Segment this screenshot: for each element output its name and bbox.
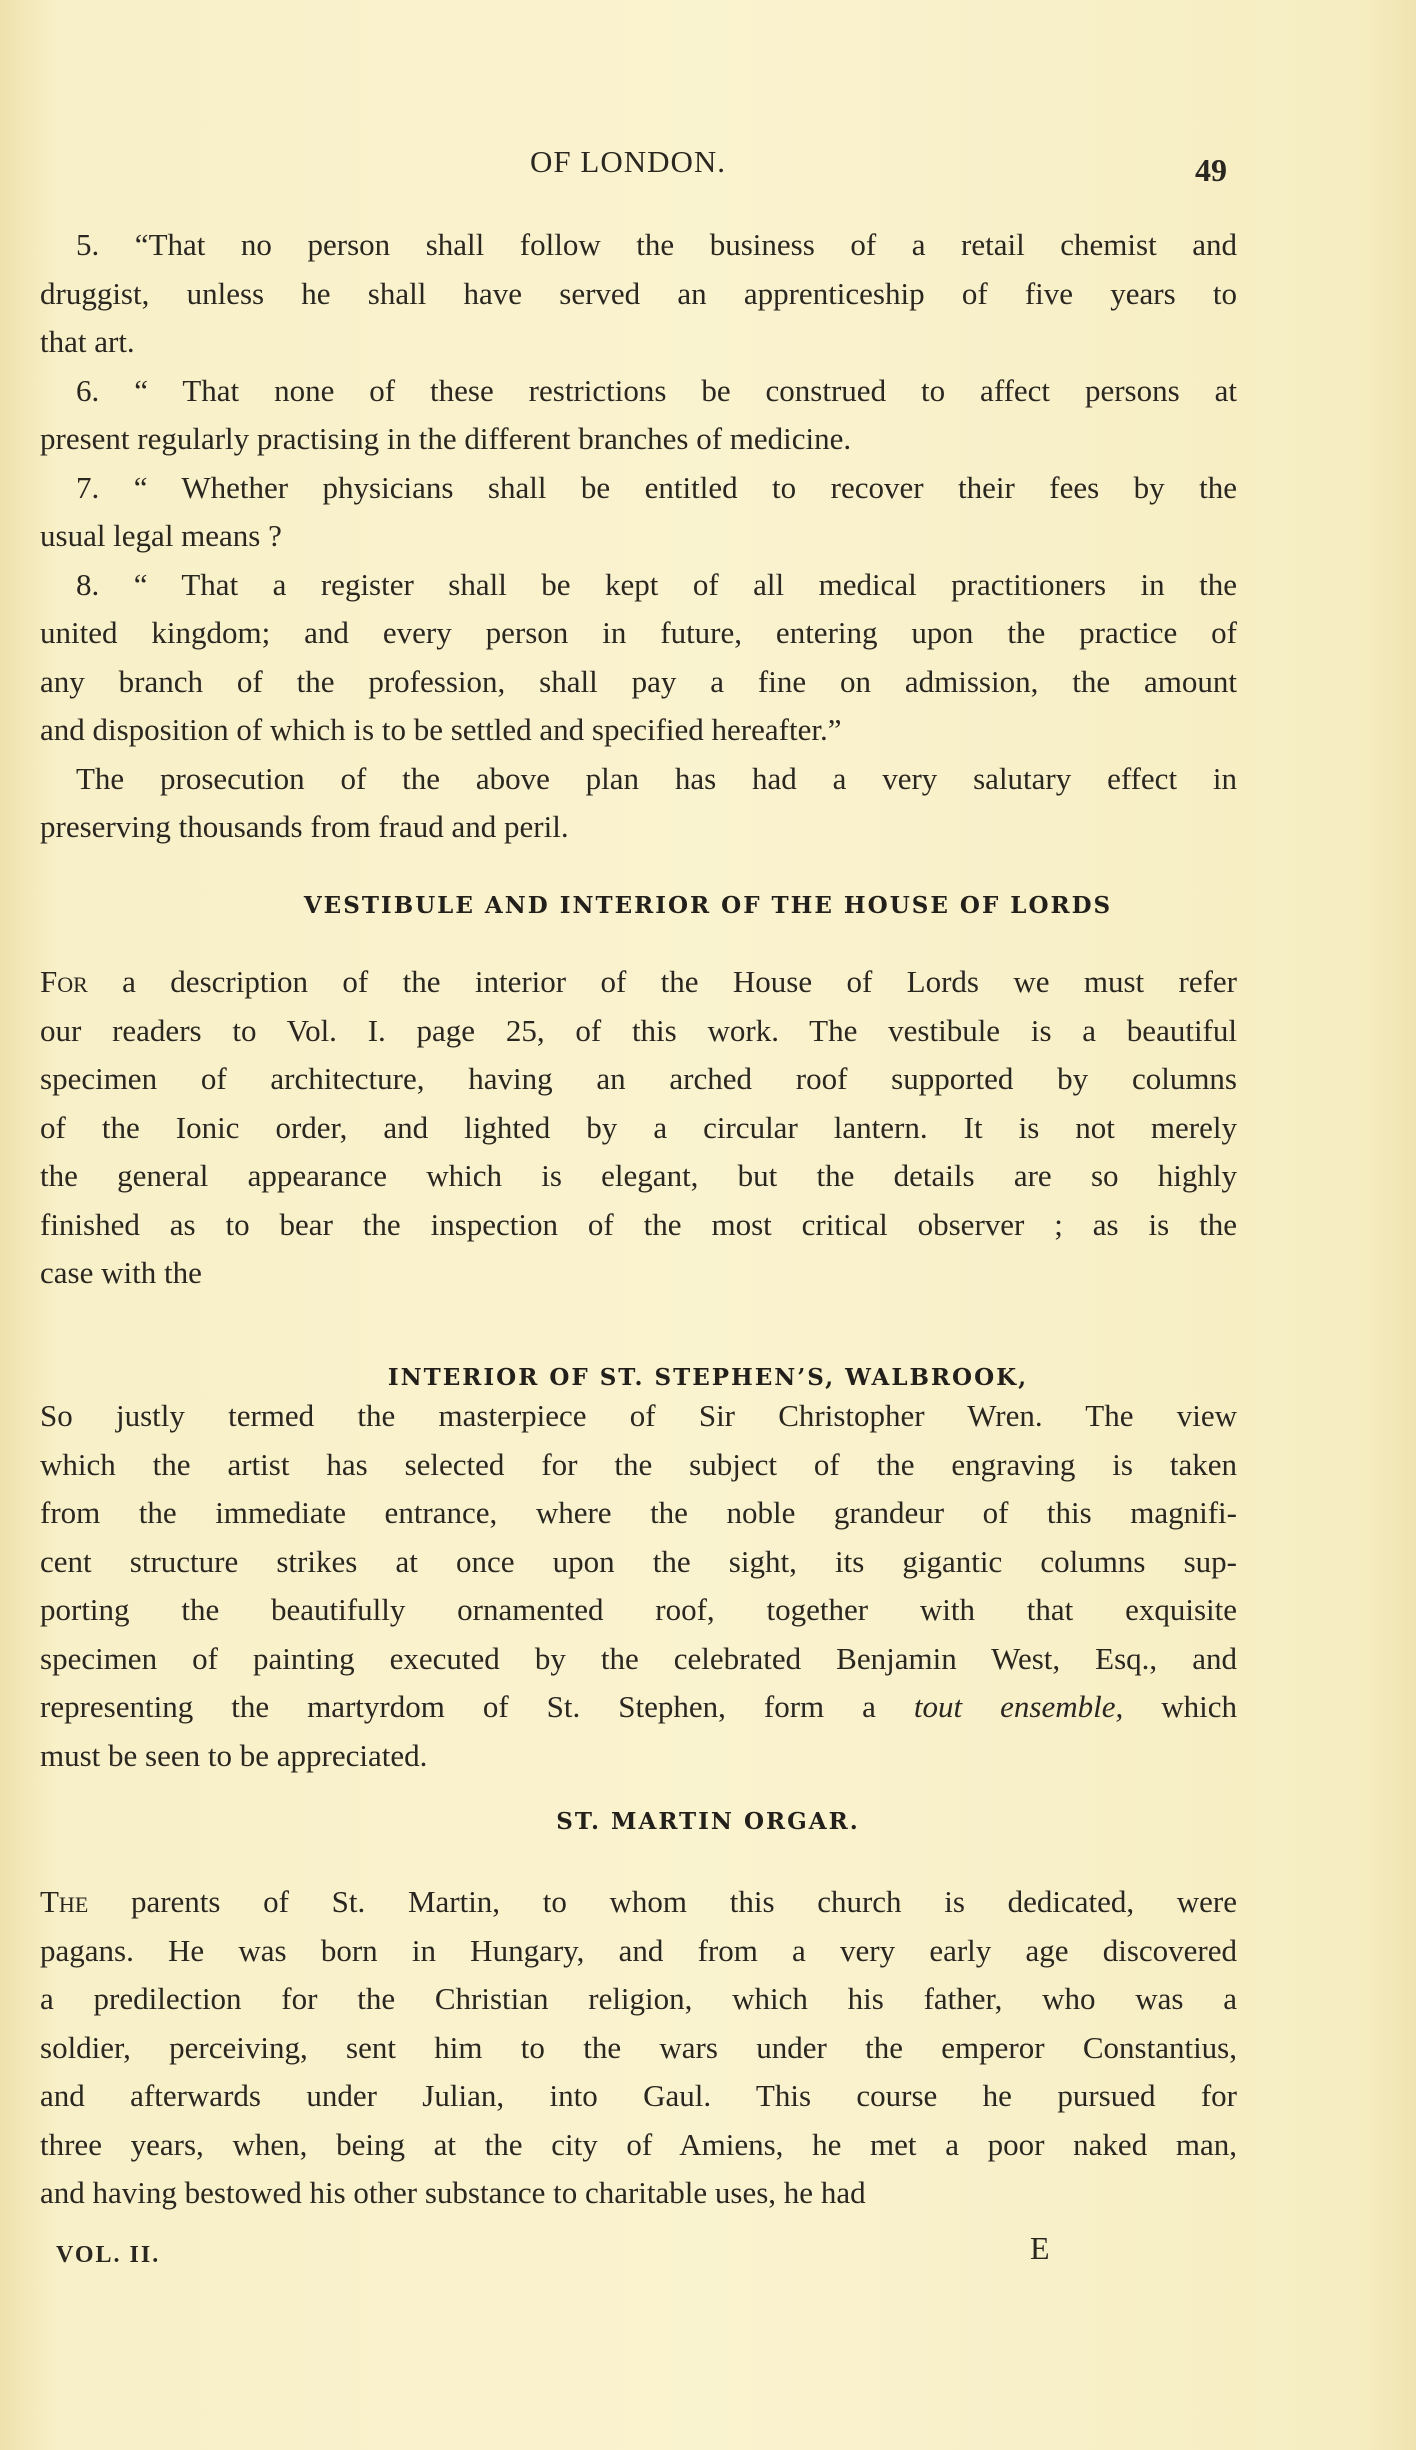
text-line	[40, 1878, 1237, 1927]
italic-phrase: tout ensemble,	[913, 1689, 1124, 1724]
text-run: the general appearance which is elegant, but the details are so highly	[40, 1158, 1237, 1193]
text-line	[40, 1975, 1237, 2024]
st-martin-paragraph	[40, 1878, 1237, 2218]
text-run: pagans. He was born in Hungary, and from a very early age discovered	[40, 1932, 1237, 1968]
text-line: cent structure strikes at once upon the sight, its gigantic columns sup-	[40, 1543, 1237, 1579]
signature-mark: E	[1030, 2230, 1050, 2266]
text-line	[40, 1104, 1237, 1153]
text-line	[40, 2024, 1237, 2073]
text-run: a description of the interior of the House of Lords we must refer	[87, 964, 1237, 999]
text-line	[40, 1249, 1237, 1298]
text-line: which the artist has selected for the subject of the engraving is taken	[40, 1446, 1237, 1482]
section-heading-house-of-lords: VESTIBULE AND INTERIOR OF THE HOUSE OF LORDS	[303, 892, 1113, 919]
text-line	[40, 1152, 1237, 1201]
text-line: that art.	[40, 324, 135, 359]
text-line	[40, 1927, 1237, 1976]
running-title: OF LONDON.	[530, 144, 726, 179]
text-line: 7. “ Whether physicians shall be entitled to recover their fees by the	[76, 469, 1237, 505]
text-line	[40, 1055, 1237, 1104]
text-line	[40, 1007, 1237, 1056]
page-number: 49	[1195, 152, 1227, 188]
text-line: specimen of painting executed by the celebrated Benjamin West, Esq., and	[40, 1640, 1237, 1676]
text-line: 6. “ That none of these restrictions be construed to affect persons at	[76, 372, 1237, 408]
text-line: So justly termed the masterpiece of Sir Christopher Wren. The view	[40, 1398, 1237, 1433]
page-header	[0, 144, 1416, 188]
text-line: 8. “ That a register shall be kept of all medical practitioners in the	[76, 566, 1237, 602]
text-line: 5. “That no person shall follow the business of a retail chemist and	[76, 227, 1237, 262]
text-run: a predilection for the Christian religion, which his father, who was a	[40, 1981, 1237, 2016]
text-run: three years, when, being at the city of Amiens, he met a poor naked man,	[40, 2126, 1237, 2162]
text-line	[40, 1683, 1237, 1732]
volume-label: VOL. II.	[56, 2242, 161, 2268]
text-line: any branch of the profession, shall pay a fine on admission, the amount	[40, 663, 1237, 699]
text-line: must be seen to be appreciated.	[40, 1737, 428, 1773]
text-line: porting the beautifully ornamented roof, together with that exquisite	[40, 1592, 1237, 1627]
text-run: specimen of architecture, having an arched roof supported by columns	[40, 1061, 1237, 1096]
text-run: finished as to bear the inspection of the most critical observer ; as is the	[40, 1206, 1237, 1242]
text-run: and afterwards under Julian, into Gaul. This course he pursued for	[40, 2078, 1237, 2113]
text-line: and disposition of which is to be settled and specified hereafter.”	[40, 712, 842, 747]
text-run: case with the	[40, 1255, 202, 1290]
text-line: from the immediate entrance, where the noble grandeur of this magnifi-	[40, 1495, 1237, 1530]
text-line: present regularly practising in the different branches of medicine.	[40, 421, 852, 456]
text-line	[40, 2072, 1237, 2121]
text-run: parents of St. Martin, to whom this church is dedicated, were	[88, 1884, 1237, 1919]
text-run: of the Ionic order, and lighted by a circular lantern. It is not merely	[40, 1109, 1237, 1145]
lead-word: For	[40, 964, 88, 999]
text-line: usual legal means ?	[40, 518, 282, 553]
section-heading-st-stephens: INTERIOR OF ST. STEPHEN’S, WALBROOK,	[387, 1364, 1029, 1391]
text-line	[40, 2169, 1237, 2218]
text-line	[40, 958, 1237, 1007]
st-stephens-paragraph	[40, 1392, 1237, 1780]
text-run: and having bestowed his other substance to charitable uses, he had	[40, 2175, 866, 2210]
text-run: our readers to Vol. I. page 25, of this work. The vestibule is a beautiful	[40, 1012, 1237, 1048]
lead-word: The	[40, 1884, 89, 1919]
house-of-lords-paragraph	[40, 958, 1237, 1298]
resolutions-list	[40, 221, 1237, 852]
text-line: druggist, unless he shall have served an apprenticeship of five years to	[40, 275, 1237, 311]
section-heading-st-martin: ST. MARTIN ORGAR.	[556, 1808, 860, 1835]
text-run: soldier, perceiving, sent him to the wars under the emperor Constantius,	[40, 2029, 1237, 2065]
text-line: The prosecution of the above plan has had a very salutary effect in	[76, 760, 1237, 796]
text-line: united kingdom; and every person in future, entering upon the practice of	[40, 615, 1237, 650]
text-line: preserving thousands from fraud and peril.	[40, 809, 569, 844]
text-run: which	[1123, 1689, 1237, 1724]
text-line	[40, 1201, 1237, 1250]
text-line	[40, 2121, 1237, 2170]
text-run: representing the martyrdom of St. Stephen, form a	[40, 1689, 914, 1724]
